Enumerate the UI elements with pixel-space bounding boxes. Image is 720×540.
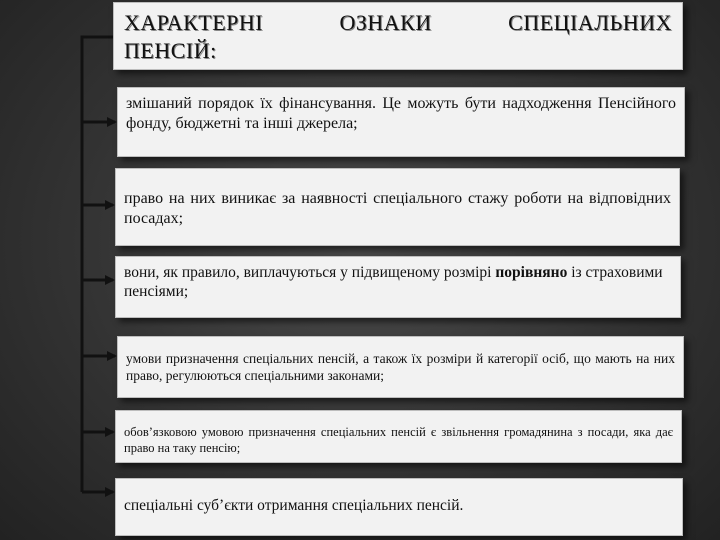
title-word-2: ОЗНАКИ xyxy=(339,10,432,35)
feature-box-special-subjects xyxy=(115,478,683,536)
feature-text: умови призначення спеціальних пенсій, а також їх розміри й категорії осіб, що мають на них право, регулюються спеціальними законами; xyxy=(126,351,675,383)
title-word-1: ХАРАКТЕРНІ xyxy=(124,10,264,35)
title-word-4: ПЕНСІЙ: xyxy=(124,37,217,63)
feature-text: право на них виникає за наявності спеціального стажу роботи на відповідних посадах; xyxy=(124,190,671,227)
title-box xyxy=(113,2,683,70)
feature-text: спеціальні суб’єкти отримання спеціальних пенсій. xyxy=(124,497,464,514)
feature-box-dismissal xyxy=(115,410,682,463)
feature-text-bold: порівняно xyxy=(495,264,568,281)
connector-trunk xyxy=(82,37,113,492)
feature-box-special-service xyxy=(115,168,680,246)
feature-box-increased-amount xyxy=(115,256,681,318)
title-word-3: СПЕЦІАЛЬНИХ xyxy=(508,10,672,35)
feature-text: змішаний порядок їх фінансування. Це можуть бути надходження Пенсійного фонду, бюджетні та інші джерела; xyxy=(126,95,676,132)
feature-box-special-laws xyxy=(117,336,684,398)
feature-text: обов’язковою умовою призначення спеціальних пенсій є звільнення громадянина з посади, яка дає право на таку пенсію; xyxy=(124,425,673,455)
feature-text-after: із страховими пенсіями; xyxy=(124,264,663,301)
feature-box-financing xyxy=(117,87,685,157)
feature-text-before: вони, як правило, виплачуються у підвищеному розмірі xyxy=(124,264,496,281)
title-row xyxy=(124,9,672,37)
